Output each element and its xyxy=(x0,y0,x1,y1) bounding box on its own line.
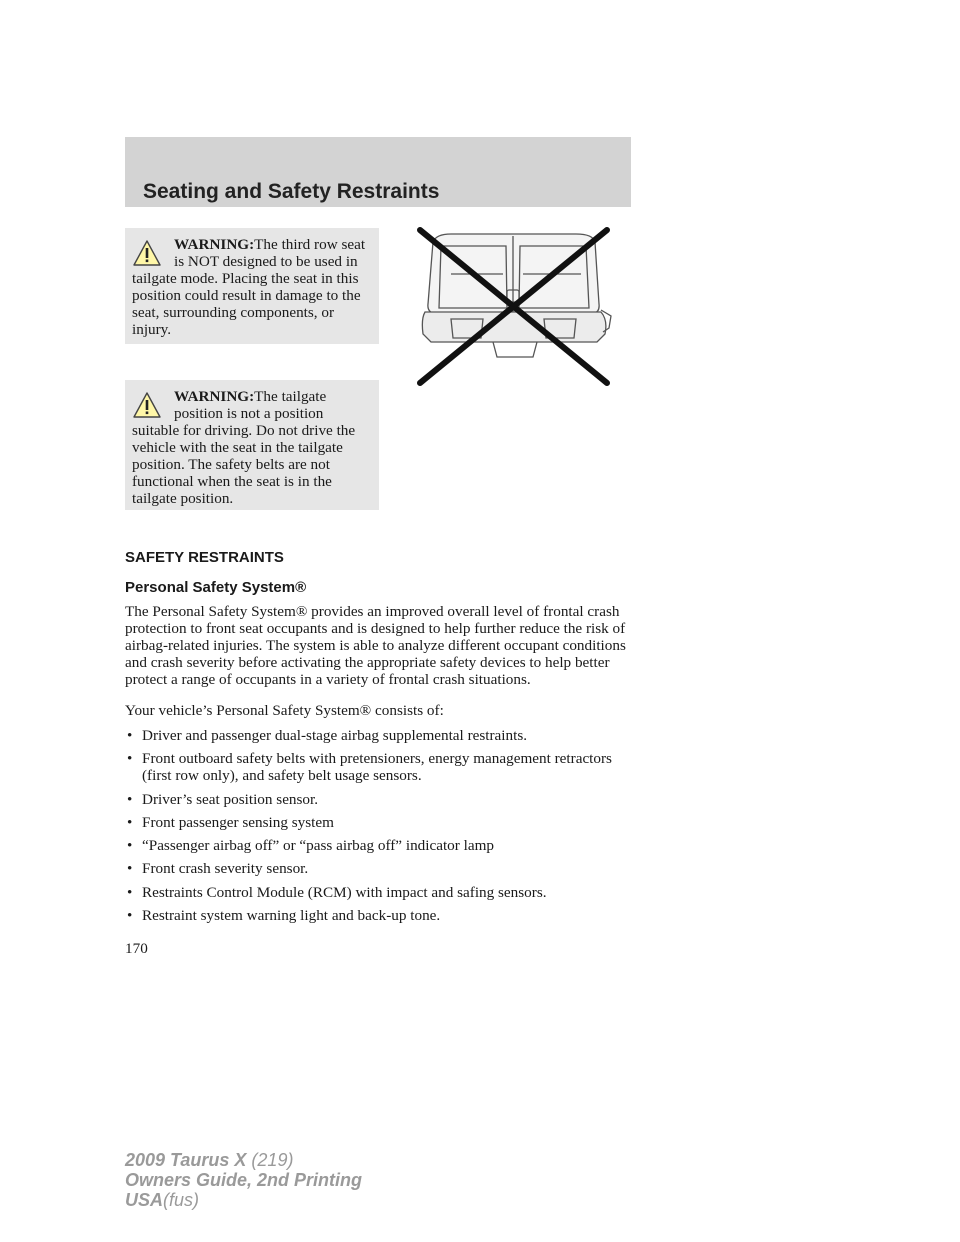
warning-1-text: The third row seat is NOT designed to be used in tailgate mode. Placing the seat in this position could result in damage to the seat, surrounding components, or injury. xyxy=(132,236,366,338)
body-paragraph-consists: Your vehicle’s Personal Safety System® consists of: xyxy=(125,702,444,719)
third-row-seat-crossed-out-illustration xyxy=(411,224,616,389)
footer-model: 2009 Taurus X xyxy=(125,1150,247,1170)
list-item: • Driver and passenger dual-stage airbag supplemental restraints. xyxy=(125,727,645,744)
components-list xyxy=(125,727,645,930)
footer-market: USA xyxy=(125,1190,164,1210)
list-item: • Front outboard safety belts with pretensioners, energy management retractors (first row only), and safety belt usage sensors. xyxy=(125,750,645,784)
list-item: • Front crash severity sensor. xyxy=(125,860,645,877)
footer-market-code: (fus) xyxy=(163,1190,200,1210)
page-number: 170 xyxy=(125,940,148,957)
warning-2-text: The tailgate position is not a position suitable for driving. Do not drive the vehicle with the seat in the tailgate position. The safety belts are not functional when the seat is in the tailgate position. xyxy=(132,388,356,507)
subsection-heading: Personal Safety System® xyxy=(125,579,307,596)
body-paragraph-intro: The Personal Safety System® provides an improved overall level of frontal crash protection to front seat occupants and is designed to help further reduce the risk of airbag-related injuries. The system is able to analyze different occupant conditions and crash severity before activating the appropriate safety devices to help better protect a range of occupants in a variety of frontal crash situations. xyxy=(125,603,626,688)
page-title: Seating and Safety Restraints xyxy=(143,180,440,203)
footer-edition: Owners Guide, 2nd Printing xyxy=(125,1170,363,1190)
section-heading: SAFETY RESTRAINTS xyxy=(125,549,284,566)
list-item: • Restraint system warning light and back-up tone. xyxy=(125,907,645,924)
warning-2-body xyxy=(132,388,373,507)
footer-code: (219) xyxy=(251,1150,294,1170)
list-item: • “Passenger airbag off” or “pass airbag off” indicator lamp xyxy=(125,837,645,854)
list-item: • Driver’s seat position sensor. xyxy=(125,791,645,808)
warning-1-body xyxy=(132,236,373,338)
list-item: • Front passenger sensing system xyxy=(125,814,645,831)
warning-2-label: WARNING: xyxy=(174,388,255,405)
warning-1-label: WARNING: xyxy=(174,236,255,253)
document-footer xyxy=(125,1150,362,1210)
list-item: • Restraints Control Module (RCM) with impact and safing sensors. xyxy=(125,884,645,901)
page-header-band xyxy=(125,137,631,207)
